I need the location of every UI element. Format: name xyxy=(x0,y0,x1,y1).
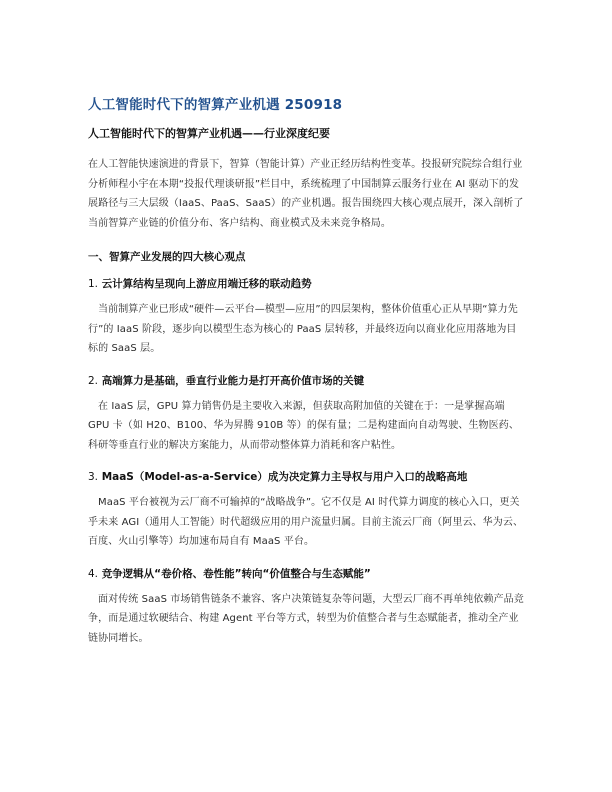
point-number: 2. xyxy=(88,374,99,387)
point-title xyxy=(88,276,524,292)
point-number: 4. xyxy=(88,567,99,580)
point-title-text: 高端算力是基础，垂直行业能力是打开高价值市场的关键 xyxy=(101,374,365,387)
point-block xyxy=(88,469,524,552)
point-number: 3. xyxy=(88,471,99,483)
point-title xyxy=(88,566,524,582)
point-title-text: 竞争逻辑从“卷价格、卷性能”转向“价值整合与生态赋能” xyxy=(101,567,371,580)
point-title xyxy=(88,469,524,485)
point-body: MaaS 平台被视为云厂商不可输掉的“战略战争”。它不仅是 AI 时代算力调度的核心入口，更关乎未来 AGI（通用人工智能）时代超级应用的用户流量归属。目前主流云厂商（阿里云、华为云、百度、火山引擎等）均加速布局自有 MaaS 平台。 xyxy=(88,497,524,547)
document-subtitle: 人工智能时代下的智算产业机遇——行业深度纪要 xyxy=(88,127,330,140)
document-page xyxy=(88,96,524,662)
point-title xyxy=(88,373,524,389)
point-body: 在 IaaS 层，GPU 算力销售仍是主要收入来源，但获取高附加值的关键在于：一是掌握高端 GPU 卡（如 H20、B100、华为昇腾 910B 等）的保有量；二是构建面向自动驾驶、生物医药、科研等垂直行业的解决方案能力，从而带动整体算力消耗和客户粘性。 xyxy=(88,400,519,451)
point-number: 1. xyxy=(88,278,99,290)
point-block xyxy=(88,373,524,456)
section-title: 一、智算产业发展的四大核心观点 xyxy=(88,251,246,263)
document-title: 人工智能时代下的智算产业机遇 250918 xyxy=(88,97,343,113)
intro-paragraph: 在人工智能快速演进的背景下，智算（智能计算）产业正经历结构性变革。投报研究院综合组行业分析师程小宇在本期“投报代理谈研报”栏目中，系统梳理了中国制算云服务行业在 AI 驱动下的发展路径与三大层级（IaaS、PaaS、SaaS）的产业机遇。报告围绕四大核心观点展开，深入剖析了当前智算产业链的价值分布、客户结构、商业模式及未来竞争格局。 xyxy=(88,159,524,229)
point-title-text: 云计算结构呈现向上游应用端迁移的联动趋势 xyxy=(101,278,312,290)
point-title-text: MaaS（Model-as-a-Service）成为决定算力主导权与用户入口的战略高地 xyxy=(101,471,468,483)
point-body: 面对传统 SaaS 市场销售链条不兼容、客户决策链复杂等问题，大型云厂商不再单纯依赖产品竞争，而是通过软硬结合、构建 Agent 平台等方式，转型为价值整合者与生态赋能者，推动全产业链协同增长。 xyxy=(88,593,524,644)
point-block xyxy=(88,276,524,359)
point-body: 当前制算产业已形成“硬件—云平台—模型—应用”的四层架构，整体价值重心正从早期“算力先行”的 IaaS 阶段，逐步向以模型生态为核心的 PaaS 层转移，并最终迈向以商业化应用落地为目标的 SaaS 层。 xyxy=(88,304,518,354)
point-block xyxy=(88,566,524,649)
